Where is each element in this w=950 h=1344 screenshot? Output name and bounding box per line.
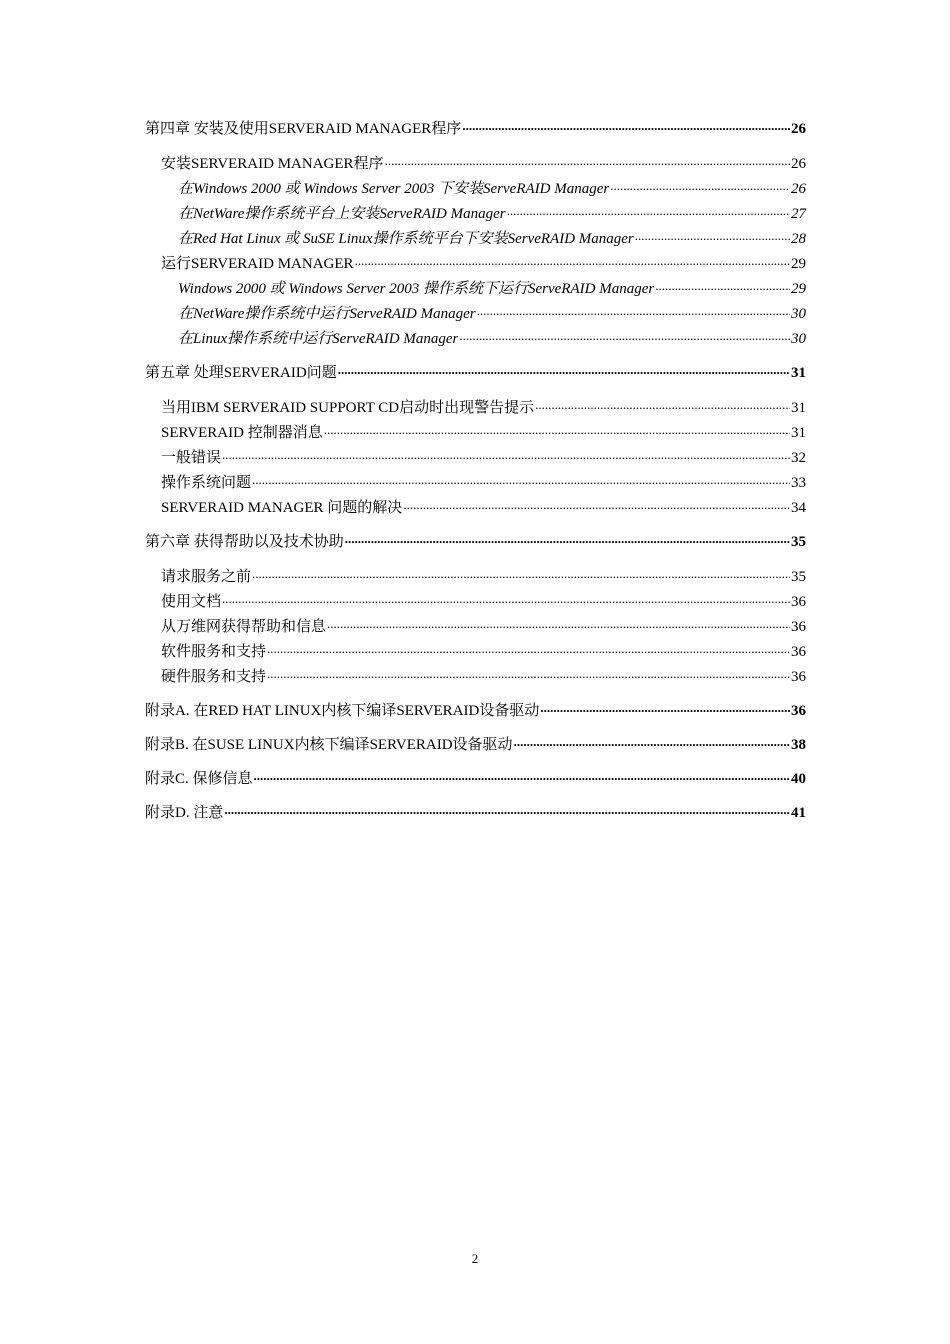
dot-leader — [345, 532, 790, 546]
toc-section[interactable] — [161, 423, 806, 442]
toc-section[interactable] — [161, 642, 806, 661]
toc-section[interactable] — [161, 154, 806, 173]
toc-entry-title: 一般错误 — [161, 450, 222, 466]
dot-leader — [254, 769, 790, 783]
toc-entry-page: 31 — [791, 400, 806, 416]
toc-entry-title: 第六章 获得帮助以及技术协助 — [145, 534, 344, 550]
toc-entry-title: 附录B. 在SUSE LINUX内核下编译SERVERAID设备驱动 — [145, 737, 513, 753]
toc-entry-title: 从万维网获得帮助和信息 — [161, 619, 327, 635]
dot-leader — [252, 567, 790, 581]
toc-entry-title: 第五章 处理SERVERAID问题 — [145, 365, 337, 381]
dot-leader — [224, 803, 790, 817]
dot-leader — [459, 329, 790, 343]
dot-leader — [327, 617, 790, 631]
toc-entry-title: 操作系统问题 — [161, 475, 252, 491]
toc-entry-title: 附录C. 保修信息 — [145, 771, 253, 787]
page-number: 2 — [471, 1251, 479, 1266]
toc-appendix-a[interactable] — [145, 701, 806, 720]
toc-subsection[interactable] — [178, 179, 806, 198]
toc-section[interactable] — [161, 398, 806, 417]
toc-entry-page: 35 — [791, 534, 806, 550]
dot-leader — [222, 448, 790, 462]
dot-leader — [462, 119, 790, 133]
toc-entry-page: 28 — [791, 231, 806, 247]
toc-entry-title: 在NetWare操作系统中运行ServeRAID Manager — [178, 306, 476, 322]
toc-entry-title: Windows 2000 或 Windows Server 2003 操作系统下运行ServeRAID Manager — [178, 281, 655, 297]
toc-entry-page: 36 — [791, 644, 806, 660]
toc-entry-title: 在Windows 2000 或 Windows Server 2003 下安装ServeRAID Manager — [178, 181, 610, 197]
toc-appendix-c[interactable] — [145, 769, 806, 788]
toc-section[interactable] — [161, 617, 806, 636]
dot-leader — [338, 363, 790, 377]
toc-entry-page: 41 — [791, 805, 806, 821]
toc-entry-page: 31 — [791, 365, 806, 381]
toc-subsection[interactable] — [178, 329, 806, 348]
dot-leader — [267, 642, 790, 656]
toc-entry-page: 36 — [791, 594, 806, 610]
toc-entry-title: 附录D. 注意 — [145, 805, 224, 821]
toc-entry-page: 30 — [791, 306, 806, 322]
toc-entry-title: 使用文档 — [161, 594, 222, 610]
toc-entry-page: 26 — [791, 156, 806, 172]
dot-leader — [355, 254, 790, 268]
toc-entry-title: 在Linux操作系统中运行ServeRAID Manager — [178, 331, 459, 347]
dot-leader — [535, 398, 790, 412]
toc-entry-page: 31 — [791, 425, 806, 441]
toc-entry-title: 运行SERVERAID MANAGER — [161, 256, 354, 272]
dot-leader — [635, 229, 790, 243]
toc-entry-title: SERVERAID MANAGER 问题的解决 — [161, 500, 403, 516]
toc-chapter-6[interactable] — [145, 532, 806, 551]
toc-entry-title: 安装SERVERAID MANAGER程序 — [161, 156, 384, 172]
toc-section[interactable] — [161, 448, 806, 467]
dot-leader — [507, 204, 790, 218]
dot-leader — [267, 667, 790, 681]
dot-leader — [540, 701, 790, 715]
toc-entry-title: 第四章 安装及使用SERVERAID MANAGER程序 — [145, 121, 462, 137]
toc-appendix-b[interactable] — [145, 735, 806, 754]
toc-entry-page: 30 — [791, 331, 806, 347]
toc-appendix-d[interactable] — [145, 803, 806, 822]
toc-entry-page: 34 — [791, 500, 806, 516]
toc-entry-title: 当用IBM SERVERAID SUPPORT CD启动时出现警告提示 — [161, 400, 535, 416]
toc-subsection[interactable] — [178, 229, 806, 248]
toc-entry-page: 33 — [791, 475, 806, 491]
dot-leader — [324, 423, 790, 437]
dot-leader — [385, 154, 790, 168]
toc-entry-page: 38 — [791, 737, 806, 753]
toc-subsection[interactable] — [178, 279, 806, 298]
dot-leader — [655, 279, 790, 293]
toc-section[interactable] — [161, 473, 806, 492]
toc-subsection[interactable] — [178, 304, 806, 323]
toc-entry-page: 36 — [791, 669, 806, 685]
toc-entry-page: 29 — [791, 281, 806, 297]
toc-entry-title: 硬件服务和支持 — [161, 669, 267, 685]
toc-section[interactable] — [161, 667, 806, 686]
toc-entry-page: 36 — [791, 703, 806, 719]
dot-leader — [252, 473, 790, 487]
dot-leader — [477, 304, 790, 318]
toc-entry-page: 26 — [791, 121, 806, 137]
toc-section[interactable] — [161, 498, 806, 517]
toc-section[interactable] — [161, 567, 806, 586]
toc-entry-page: 27 — [791, 206, 806, 222]
toc-section[interactable] — [161, 254, 806, 273]
dot-leader — [222, 592, 790, 606]
dot-leader — [403, 498, 790, 512]
toc-entry-title: 软件服务和支持 — [161, 644, 267, 660]
toc-subsection[interactable] — [178, 204, 806, 223]
toc-entry-page: 35 — [791, 569, 806, 585]
toc-entry-title: SERVERAID 控制器消息 — [161, 425, 323, 441]
toc-entry-page: 26 — [791, 181, 806, 197]
toc-entry-title: 请求服务之前 — [161, 569, 252, 585]
toc-chapter-5[interactable] — [145, 363, 806, 382]
toc-entry-title: 附录A. 在RED HAT LINUX内核下编译SERVERAID设备驱动 — [145, 703, 540, 719]
toc-entry-page: 40 — [791, 771, 806, 787]
dot-leader — [610, 179, 790, 193]
dot-leader — [514, 735, 790, 749]
toc-chapter-4[interactable] — [145, 119, 806, 138]
toc-entry-title: 在NetWare操作系统平台上安装ServeRAID Manager — [178, 206, 506, 222]
toc-entry-title: 在Red Hat Linux 或 SuSE Linux操作系统平台下安装ServeRAID Manager — [178, 231, 634, 247]
toc-entry-page: 32 — [791, 450, 806, 466]
toc-entry-page: 36 — [791, 619, 806, 635]
toc-section[interactable] — [161, 592, 806, 611]
toc-entry-page: 29 — [791, 256, 806, 272]
